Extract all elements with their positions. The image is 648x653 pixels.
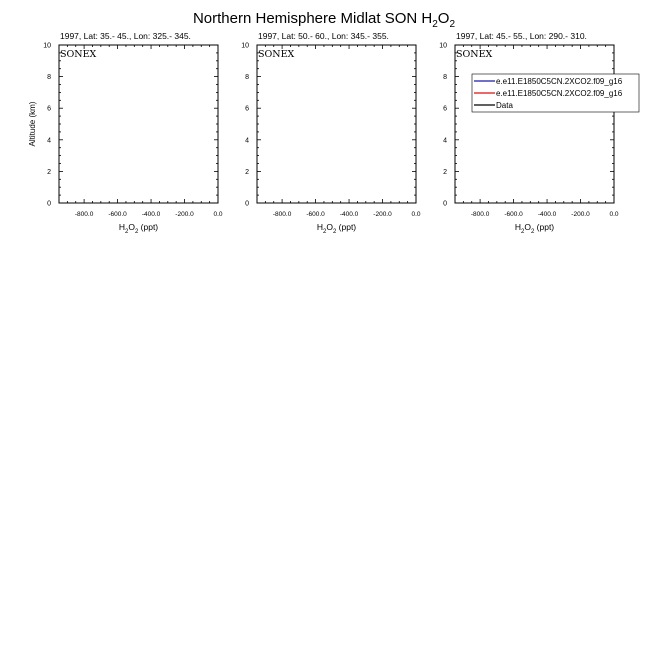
x-tick-label: -200.0 — [175, 211, 194, 218]
x-tick-label: -200.0 — [373, 211, 392, 218]
x-axis-label: $H_2O_2$ (ppt) — [316, 222, 357, 235]
y-tick-label: 8 — [245, 74, 249, 82]
chart-panel-1 — [28, 31, 223, 235]
x-tick-label: 0.0 — [213, 211, 223, 218]
y-tick-label: 10 — [241, 42, 249, 50]
campaign-label: SONEX — [60, 49, 97, 60]
legend-entry: e.e11.E1850C5CN.2XCO2.f09_g16 — [496, 77, 623, 86]
panel-title: 1997, Lat: 35.- 45., Lon: 325.- 345. — [60, 31, 191, 41]
x-tick-label: -600.0 — [504, 211, 523, 218]
legend — [472, 74, 639, 112]
x-tick-label: -800.0 — [74, 211, 94, 218]
x-tick-label: -400.0 — [339, 211, 359, 218]
y-tick-label: 4 — [47, 137, 51, 145]
x-axis-label: $H_2O_2$ (ppt) — [118, 222, 159, 235]
y-tick-label: 2 — [47, 168, 51, 176]
x-axis-label: $H_2O_2$ (ppt) — [514, 222, 555, 235]
y-tick-label: 6 — [245, 105, 249, 113]
figure-title — [193, 10, 455, 30]
plot-frame — [257, 45, 416, 203]
legend-entry: e.e11.E1850C5CN.2XCO2.f09_g16 — [496, 89, 623, 98]
y-tick-label: 6 — [443, 105, 447, 113]
panel-title: 1997, Lat: 50.- 60., Lon: 345.- 355. — [258, 31, 389, 41]
figure-title-sub2: 2 — [449, 19, 456, 30]
y-tick-label: 0 — [245, 200, 249, 208]
x-tick-label: -600.0 — [108, 211, 127, 218]
y-tick-label: 2 — [245, 168, 249, 176]
campaign-label: SONEX — [456, 49, 493, 60]
plot-frame — [455, 45, 614, 203]
x-tick-label: -200.0 — [571, 211, 590, 218]
y-axis-label: Altitude (km) — [28, 101, 37, 147]
chart-panel-2 — [241, 31, 421, 235]
x-tick-label: -400.0 — [141, 211, 161, 218]
x-tick-label: -800.0 — [272, 211, 292, 218]
x-tick-label: 0.0 — [411, 211, 421, 218]
campaign-label: SONEX — [258, 49, 295, 60]
y-tick-label: 0 — [443, 200, 447, 208]
y-tick-label: 2 — [443, 168, 447, 176]
y-tick-label: 10 — [439, 42, 447, 50]
figure-title-sub1: 2 — [432, 19, 438, 30]
legend-entry: Data — [496, 101, 513, 110]
x-tick-label: -600.0 — [306, 211, 325, 218]
y-tick-label: 4 — [245, 137, 249, 145]
y-tick-label: 0 — [47, 200, 51, 208]
y-tick-label: 4 — [443, 137, 447, 145]
x-tick-label: 0.0 — [609, 211, 619, 218]
y-tick-label: 10 — [43, 42, 51, 50]
chart-panel-3 — [439, 31, 639, 235]
y-tick-label: 8 — [47, 74, 51, 82]
plot-frame — [59, 45, 218, 203]
y-tick-label: 8 — [443, 74, 447, 82]
x-tick-label: -400.0 — [537, 211, 557, 218]
y-tick-label: 6 — [47, 105, 51, 113]
x-tick-label: -800.0 — [470, 211, 490, 218]
panel-title: 1997, Lat: 45.- 55., Lon: 290.- 310. — [456, 31, 587, 41]
figure-title-mid: O — [437, 10, 450, 27]
figure-title-prefix: Northern Hemisphere Midlat SON H — [192, 10, 433, 27]
panels — [28, 31, 639, 235]
